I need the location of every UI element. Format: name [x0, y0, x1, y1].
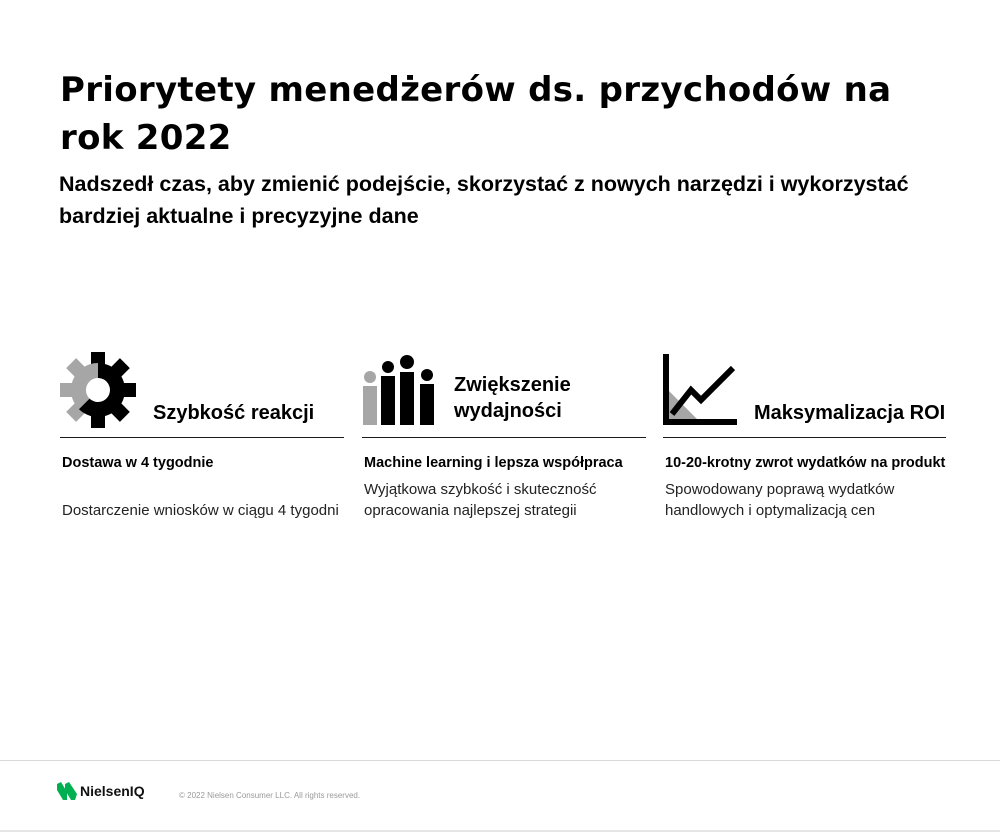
column-description: Spowodowany poprawą wydatków handlowych i optymalizacją cen	[665, 481, 895, 519]
copyright-text: © 2022 Nielsen Consumer LLC. All rights reserved.	[179, 791, 361, 800]
people-bars-icon	[362, 350, 438, 430]
column-header	[663, 350, 946, 438]
column-subheading: Machine learning i lepsza współpraca	[364, 455, 623, 471]
priority-column-speed	[60, 350, 344, 521]
column-description: Dostarczenie wniosków w ciągu 4 tygodni	[62, 502, 339, 519]
nielseniq-logo	[57, 782, 145, 800]
priority-column-roi	[663, 350, 946, 521]
column-header	[60, 350, 344, 438]
page-title: Priorytety menedżerów ds. przychodów na rok 2022	[60, 70, 892, 158]
column-subheading: 10-20-krotny zwrot wydatków na produkt	[665, 455, 946, 471]
column-description: Wyjątkowa szybkość i skuteczność opracowania najlepszej strategii	[364, 481, 597, 519]
column-subheading: Dostawa w 4 tygodnie	[62, 455, 214, 471]
column-header	[362, 350, 646, 438]
footer-divider	[0, 760, 1000, 761]
nielseniq-logo-icon	[57, 782, 77, 800]
growth-chart-icon	[663, 350, 743, 430]
column-heading: Maksymalizacja ROI	[754, 402, 946, 424]
logo-text: NielsenIQ	[80, 783, 145, 799]
priority-column-efficiency	[362, 350, 646, 521]
column-heading: Zwiększenie wydajności	[454, 374, 571, 422]
column-heading: Szybkość reakcji	[153, 402, 315, 424]
gear-icon	[60, 350, 138, 430]
page-subtitle: Nadszedł czas, aby zmienić podejście, skorzystać z nowych narzędzi i wykorzystać bardziej aktualne i precyzyjne dane	[59, 172, 909, 228]
